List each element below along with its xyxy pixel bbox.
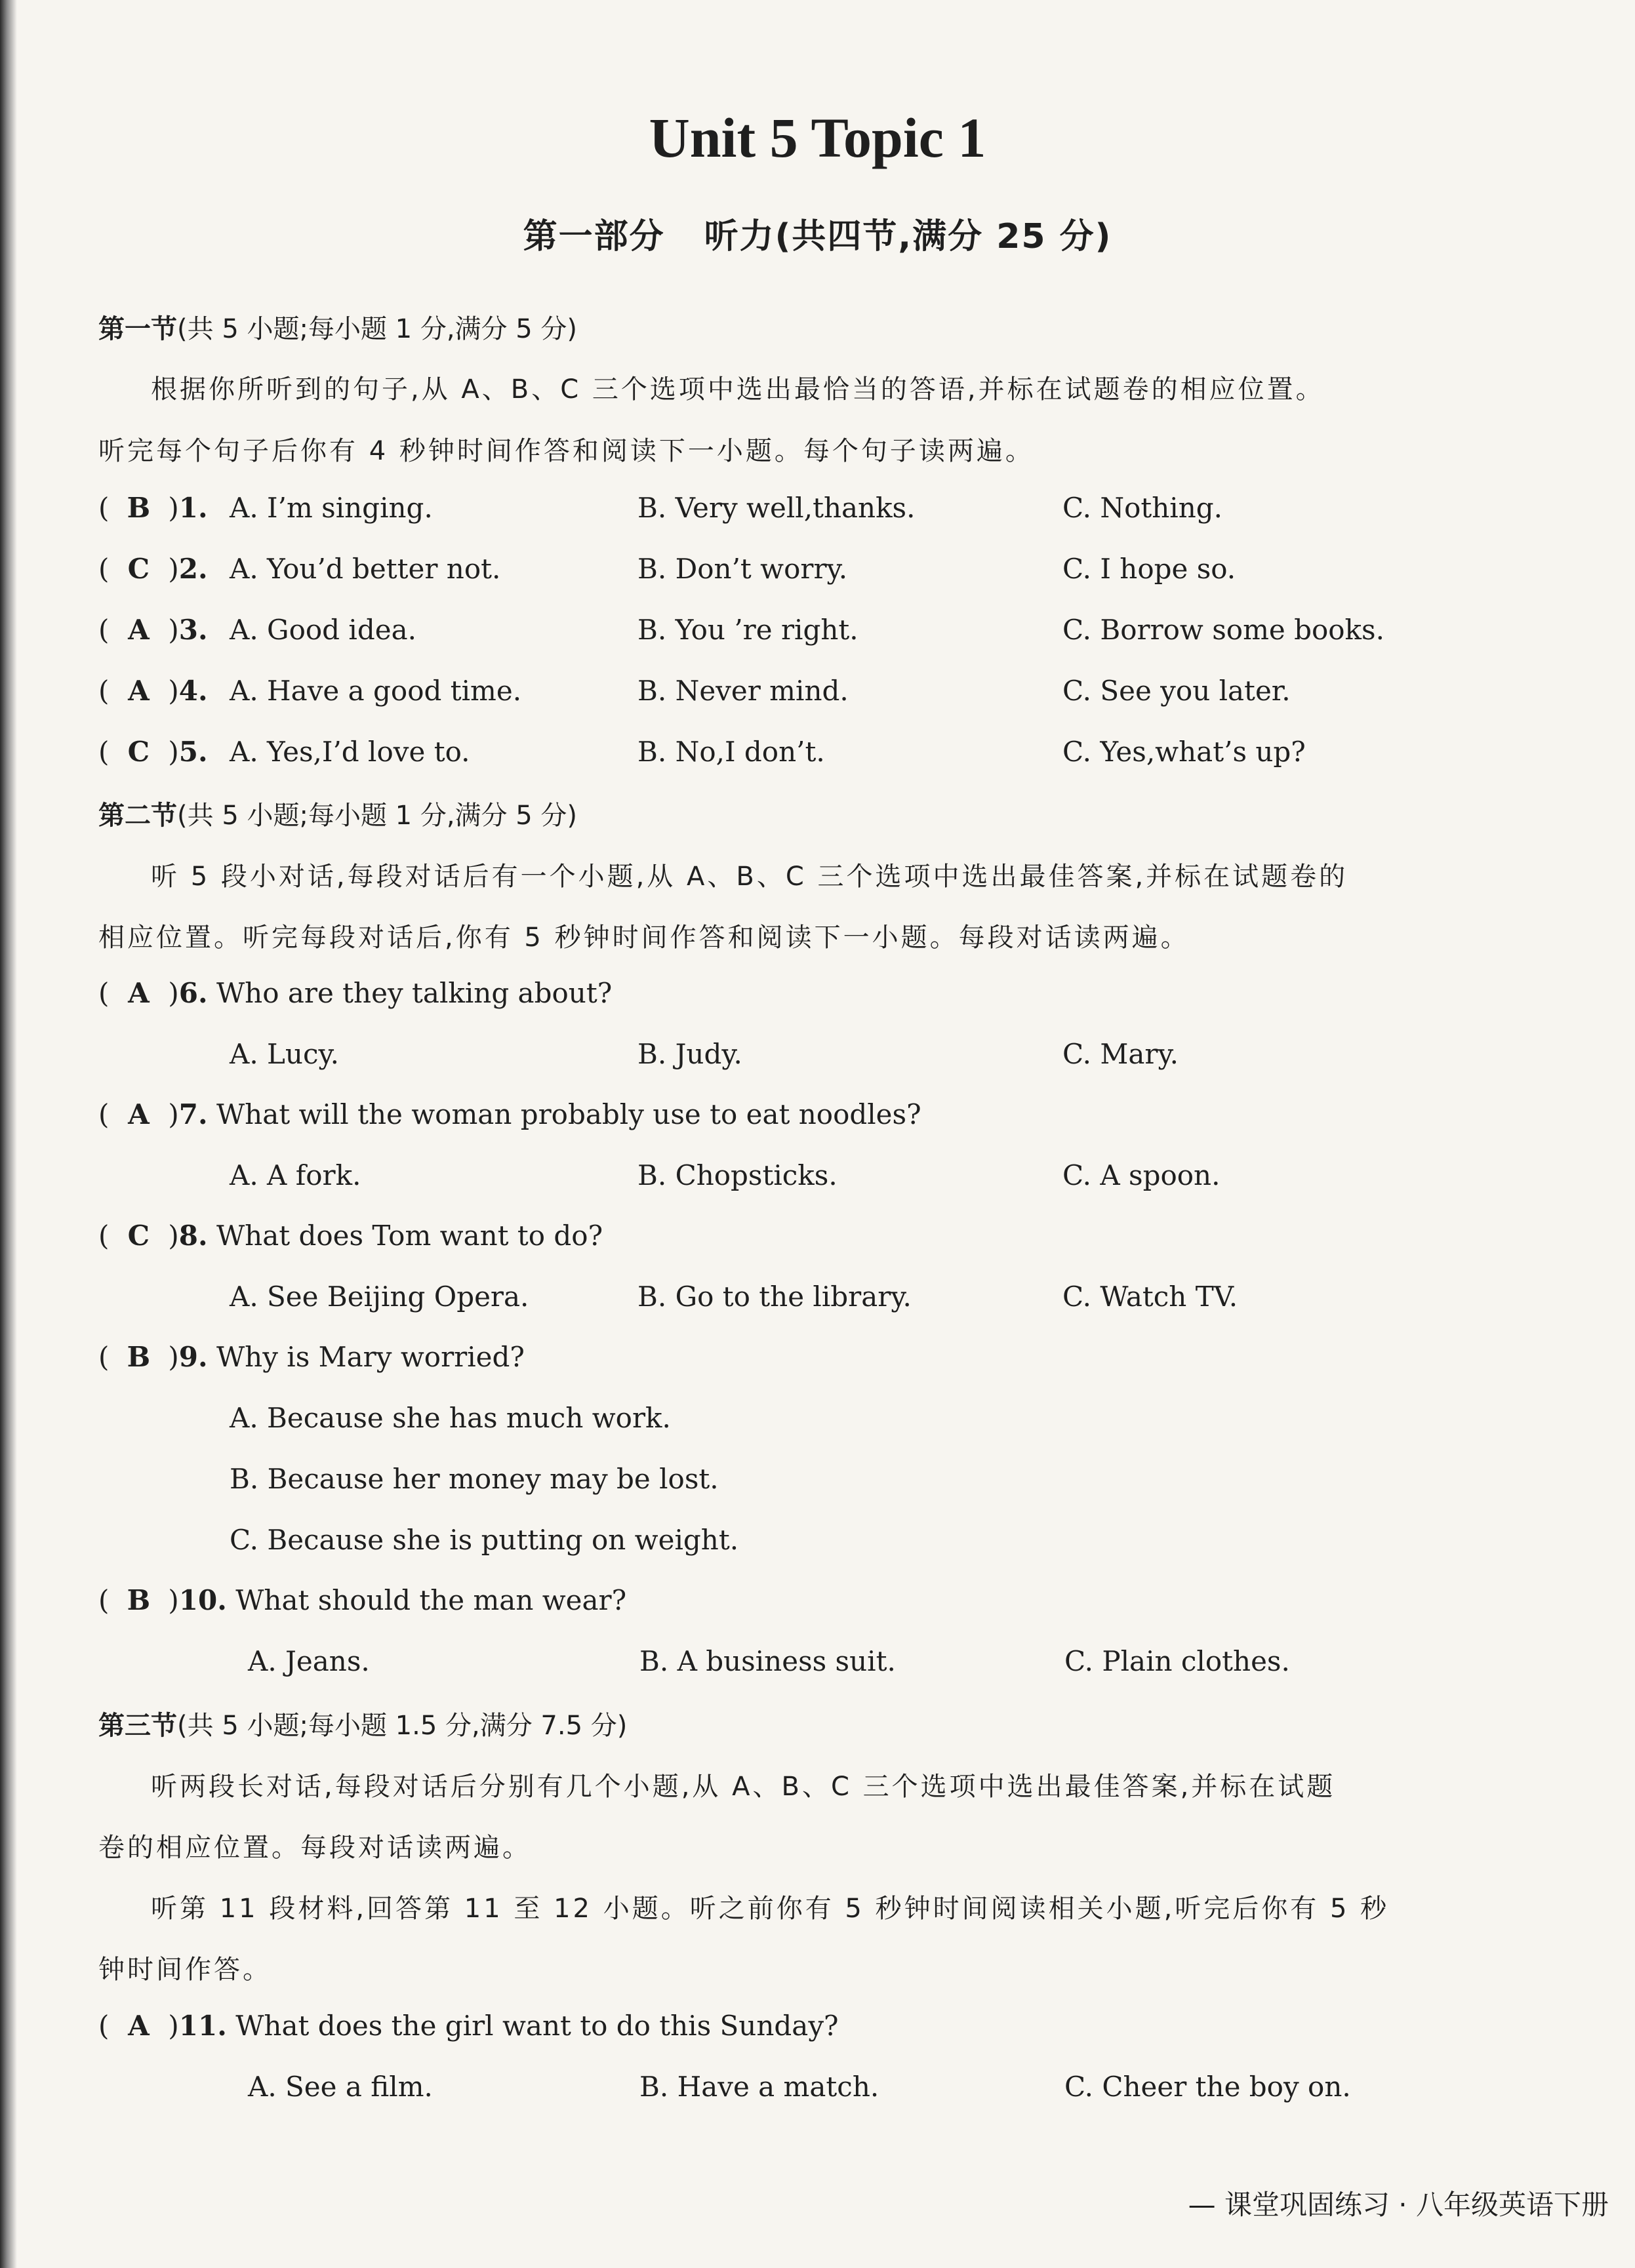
part-title <box>0 209 1635 258</box>
answer-11: A <box>128 2010 150 2042</box>
q6-option-c: C. Mary. <box>1062 1038 1179 1070</box>
section3-instruction-4: 钟时间作答。 <box>98 1955 272 1985</box>
section2-instruction-2: 相应位置。听完每段对话后,你有 5 秒钟时间作答和阅读下一小题。每段对话读两遍。 <box>98 923 1190 953</box>
q4-option-b: B. Never mind. <box>637 675 849 707</box>
question-number: 2. <box>178 553 208 585</box>
q9-option-b: B. Because her money may be lost. <box>230 1463 719 1495</box>
answer-7: A <box>128 1098 150 1130</box>
q10-option-c: C. Plain clothes. <box>1064 1645 1290 1677</box>
q1-option-a: A. I’m singing. <box>230 492 433 524</box>
question-8: ( C )8. What does Tom want to do? <box>98 1220 603 1252</box>
section2-heading <box>98 795 577 832</box>
page-binding-shadow <box>0 0 17 2268</box>
question-5: ( C )5. <box>98 736 208 768</box>
question-number: 3. <box>178 614 208 646</box>
question-number: 10. <box>178 1584 227 1616</box>
question-10: ( B )10. What should the man wear? <box>98 1584 627 1616</box>
section3-instruction-3: 听第 11 段材料,回答第 11 至 12 小题。听之前你有 5 秒钟时间阅读相关小题,听完后你有 5 秒 <box>151 1894 1390 1924</box>
answer-1: B <box>127 492 151 524</box>
answer-paren: ( <box>98 492 110 524</box>
answer-6: A <box>128 977 150 1009</box>
question-11-stem: What does the girl want to do this Sunday? <box>235 2010 839 2042</box>
q11-option-c: C. Cheer the boy on. <box>1064 2071 1351 2103</box>
question-9-stem: Why is Mary worried? <box>216 1341 525 1373</box>
question-1: ( B )1. <box>98 492 208 524</box>
q11-option-a: A. See a film. <box>248 2071 433 2103</box>
question-number: 9. <box>178 1341 208 1373</box>
q2-option-b: B. Don’t worry. <box>637 553 848 585</box>
answer-10: B <box>127 1584 151 1616</box>
q3-option-b: B. You ’re right. <box>637 614 858 646</box>
q4-option-c: C. See you later. <box>1062 675 1291 707</box>
q8-option-a: A. See Beijing Opera. <box>230 1281 529 1313</box>
answer-8: C <box>127 1220 150 1252</box>
question-number: 7. <box>178 1098 208 1130</box>
q9-option-a: A. Because she has much work. <box>230 1402 671 1434</box>
section1-scoring: (共 5 小题;每小题 1 分,满分 5 分) <box>177 314 578 344</box>
question-number: 8. <box>178 1220 208 1252</box>
question-number: 5. <box>178 736 208 768</box>
part-title-sub: 听力(共四节,满分 25 分) <box>704 217 1112 256</box>
answer-9: B <box>127 1341 151 1373</box>
answer-3: A <box>128 614 150 646</box>
q3-option-a: A. Good idea. <box>230 614 416 646</box>
q5-option-b: B. No,I don’t. <box>637 736 825 768</box>
question-7: ( A )7. What will the woman probably use to eat noodles? <box>98 1098 921 1130</box>
answer-4: A <box>128 675 150 707</box>
question-7-stem: What will the woman probably use to eat noodles? <box>216 1098 921 1130</box>
q8-option-c: C. Watch TV. <box>1062 1281 1238 1313</box>
q2-option-c: C. I hope so. <box>1062 553 1236 585</box>
q7-option-c: C. A spoon. <box>1062 1159 1221 1191</box>
question-number: 1. <box>178 492 208 524</box>
question-3: ( A )3. <box>98 614 208 646</box>
q5-option-c: C. Yes,what’s up? <box>1062 736 1306 768</box>
question-number: 4. <box>178 675 208 707</box>
question-number: 11. <box>178 2010 227 2042</box>
question-6-stem: Who are they talking about? <box>216 977 613 1009</box>
question-10-stem: What should the man wear? <box>235 1584 627 1616</box>
section3-instruction-2: 卷的相应位置。每段对话读两遍。 <box>98 1833 531 1863</box>
q1-option-c: C. Nothing. <box>1062 492 1223 524</box>
section1-instruction-1: 根据你所听到的句子,从 A、B、C 三个选项中选出最恰当的答语,并标在试题卷的相应位置。 <box>151 374 1325 405</box>
section3-label: 第三节 <box>98 1711 177 1741</box>
section3-heading <box>98 1705 627 1742</box>
question-8-stem: What does Tom want to do? <box>216 1220 603 1252</box>
page-footer: — 课堂巩固练习 · 八年级英语下册 <box>1188 2189 1609 2221</box>
question-6: ( A )6. Who are they talking about? <box>98 977 613 1009</box>
q8-option-b: B. Go to the library. <box>637 1281 912 1313</box>
q3-option-c: C. Borrow some books. <box>1062 614 1384 646</box>
q7-option-b: B. Chopsticks. <box>637 1159 838 1191</box>
question-number: 6. <box>178 977 208 1009</box>
section1-heading <box>98 308 577 346</box>
section1-label: 第一节 <box>98 314 177 344</box>
q5-option-a: A. Yes,I’d love to. <box>230 736 470 768</box>
answer-2: C <box>127 553 150 585</box>
q7-option-a: A. A fork. <box>230 1159 361 1191</box>
q2-option-a: A. You’d better not. <box>230 553 501 585</box>
section3-scoring: (共 5 小题;每小题 1.5 分,满分 7.5 分) <box>177 1711 628 1741</box>
question-11: ( A )11. What does the girl want to do this Sunday? <box>98 2010 839 2042</box>
q9-option-c: C. Because she is putting on weight. <box>230 1524 739 1556</box>
question-9: ( B )9. Why is Mary worried? <box>98 1341 525 1373</box>
section3-instruction-1: 听两段长对话,每段对话后分别有几个小题,从 A、B、C 三个选项中选出最佳答案,并标在试题 <box>151 1772 1336 1802</box>
section1-instruction-2: 听完每个句子后你有 4 秒钟时间作答和阅读下一小题。每个句子读两遍。 <box>98 436 1034 466</box>
q6-option-b: B. Judy. <box>637 1038 742 1070</box>
section2-instruction-1: 听 5 段小对话,每段对话后有一个小题,从 A、B、C 三个选项中选出最佳答案,并标在试题卷的 <box>151 862 1348 892</box>
q6-option-a: A. Lucy. <box>230 1038 339 1070</box>
q11-option-b: B. Have a match. <box>639 2071 879 2103</box>
q10-option-a: A. Jeans. <box>248 1645 370 1677</box>
q1-option-b: B. Very well,thanks. <box>637 492 916 524</box>
answer-5: C <box>127 736 150 768</box>
q10-option-b: B. A business suit. <box>639 1645 896 1677</box>
page-title: Unit 5 Topic 1 <box>649 106 986 169</box>
question-2: ( C )2. <box>98 553 208 585</box>
q4-option-a: A. Have a good time. <box>230 675 522 707</box>
section2-label: 第二节 <box>98 801 177 831</box>
question-4: ( A )4. <box>98 675 208 707</box>
part-title-main: 第一部分 <box>523 217 665 256</box>
section2-scoring: (共 5 小题;每小题 1 分,满分 5 分) <box>177 801 578 831</box>
